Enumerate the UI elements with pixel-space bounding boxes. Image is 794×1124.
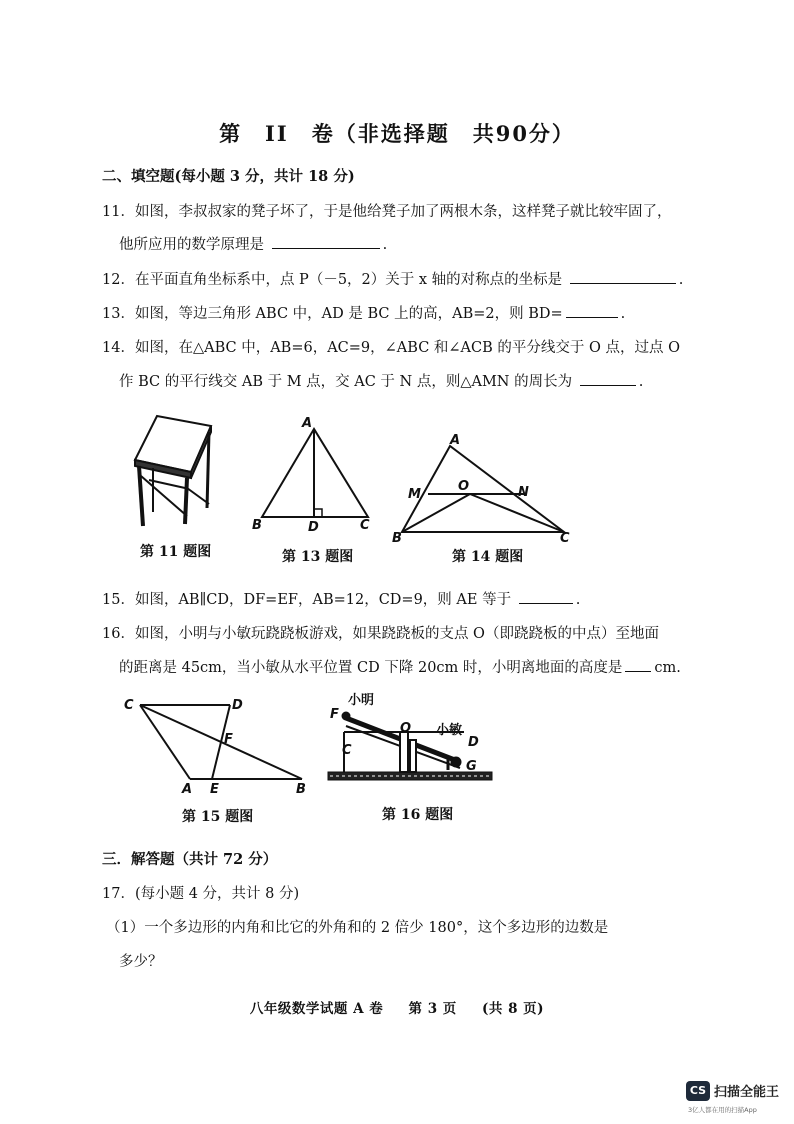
figure-14-triangle	[392, 432, 578, 544]
answer-blank-11[interactable]	[272, 234, 380, 249]
footer-total-pages: (共 8 页)	[482, 1001, 545, 1017]
question-11-line2	[119, 233, 387, 254]
question-11-line1: 11．如图，李叔叔家的凳子坏了，于是他给凳子加了两根木条，这样凳子就比较牢固了，	[102, 204, 672, 220]
label-A-fig15: A	[182, 782, 193, 795]
question-15-text: 15．如图，AB∥CD，DF=EF，AB=12，CD=9，则 AE 等于	[102, 592, 512, 608]
label-A-fig14: A	[450, 433, 461, 448]
label-D-fig15: D	[232, 698, 243, 713]
logo-name: 扫描全能王	[714, 1085, 780, 1100]
question-17-heading: 17．(每小题 4 分，共计 8 分)	[102, 886, 300, 902]
camscanner-icon: CS	[686, 1081, 710, 1101]
label-F-fig15: F	[224, 732, 233, 747]
question-16-text: 的距离是 45cm，当小敏从水平位置 CD 下降 20cm 时，小明离地面的高度是	[119, 660, 623, 676]
caption-fig16: 第 16 题图	[382, 807, 454, 823]
label-C-fig15: C	[124, 698, 134, 713]
period: .	[382, 237, 388, 253]
caption-fig11: 第 11 题图	[140, 544, 212, 560]
footer-page-number: 第 3 页	[408, 1001, 457, 1017]
caption-fig13: 第 13 题图	[282, 549, 354, 565]
period: .	[678, 272, 684, 288]
label-M-fig14: M	[408, 487, 421, 502]
caption-fig14: 第 14 题图	[452, 549, 524, 565]
answer-blank-16[interactable]	[625, 657, 651, 672]
question-16-line1: 16．如图，小明与小敏玩跷跷板游戏，如果跷跷板的支点 O（即跷跷板的中点）至地面	[102, 626, 659, 642]
figure-13-triangle	[248, 413, 380, 537]
question-17-1-line2: 多少？	[119, 954, 163, 970]
question-16-unit: cm.	[654, 660, 681, 676]
figure-15-trapezoid	[120, 693, 316, 795]
label-C-fig14: C	[560, 531, 570, 544]
label-D-fig13: D	[308, 520, 319, 535]
label-A-fig13: A	[302, 416, 313, 431]
label-D-fig16: D	[468, 735, 479, 750]
label-C-fig16: C	[342, 743, 352, 758]
answer-blank-15[interactable]	[519, 589, 573, 604]
label-C-fig13: C	[360, 518, 370, 533]
logo-subtitle: 3亿人都在用的扫描App	[688, 1106, 757, 1114]
period: .	[620, 306, 626, 322]
caption-fig15: 第 15 题图	[182, 809, 254, 825]
label-G-fig16: G	[466, 759, 477, 774]
scanner-watermark-logo	[686, 1081, 786, 1117]
label-F-fig16: F	[330, 707, 339, 722]
label-B-fig13: B	[252, 518, 262, 533]
question-17-1-line1: （1）一个多边形的内角和比它的外角和的 2 倍少 180°，这个多边形的边数是	[106, 920, 609, 936]
label-E-fig15: E	[210, 782, 219, 795]
label-O-fig14: O	[458, 479, 470, 494]
period: .	[638, 374, 644, 390]
question-14-line2	[119, 370, 643, 391]
footer-subject: 八年级数学试题 A 卷	[249, 1001, 384, 1017]
question-15	[102, 588, 580, 609]
section-solution-heading: 三．解答题（共计 72 分）	[102, 851, 278, 868]
label-B-fig15: B	[296, 782, 306, 795]
question-13	[102, 302, 625, 323]
question-12	[102, 268, 683, 289]
question-13-text: 13．如图，等边三角形 ABC 中，AD 是 BC 上的高，AB=2，则 BD=	[102, 306, 563, 322]
question-12-text: 12．在平面直角坐标系中，点 P（－5，2）关于 x 轴的对称点的坐标是	[102, 272, 563, 288]
label-xiaomin-fig16: 小敏	[436, 723, 463, 738]
label-N-fig14: N	[518, 485, 529, 500]
page-title: 第 II 卷（非选择题 共90分）	[219, 121, 575, 146]
period: .	[575, 592, 581, 608]
question-16-line2	[119, 656, 681, 677]
page-footer	[0, 997, 794, 1017]
question-14-text: 作 BC 的平行线交 AB 于 M 点，交 AC 于 N 点，则△AMN 的周长为	[119, 374, 573, 390]
figure-11-stool	[125, 412, 225, 532]
label-O-fig16: O	[400, 721, 412, 736]
answer-blank-13[interactable]	[566, 303, 618, 318]
label-xiaoming-fig16: 小明	[348, 693, 375, 708]
figure-16-seesaw	[324, 690, 496, 790]
question-11-text: 他所应用的数学原理是	[119, 237, 264, 253]
question-14-line1: 14．如图，在△ABC 中，AB=6，AC=9，∠ABC 和∠ACB 的平分线交于 O 点，过点 O	[102, 340, 680, 356]
label-B-fig14: B	[392, 531, 402, 544]
section-fill-in-heading: 二、填空题(每小题 3 分，共计 18 分)	[102, 168, 355, 185]
answer-blank-12[interactable]	[570, 269, 676, 284]
answer-blank-14[interactable]	[580, 371, 636, 386]
